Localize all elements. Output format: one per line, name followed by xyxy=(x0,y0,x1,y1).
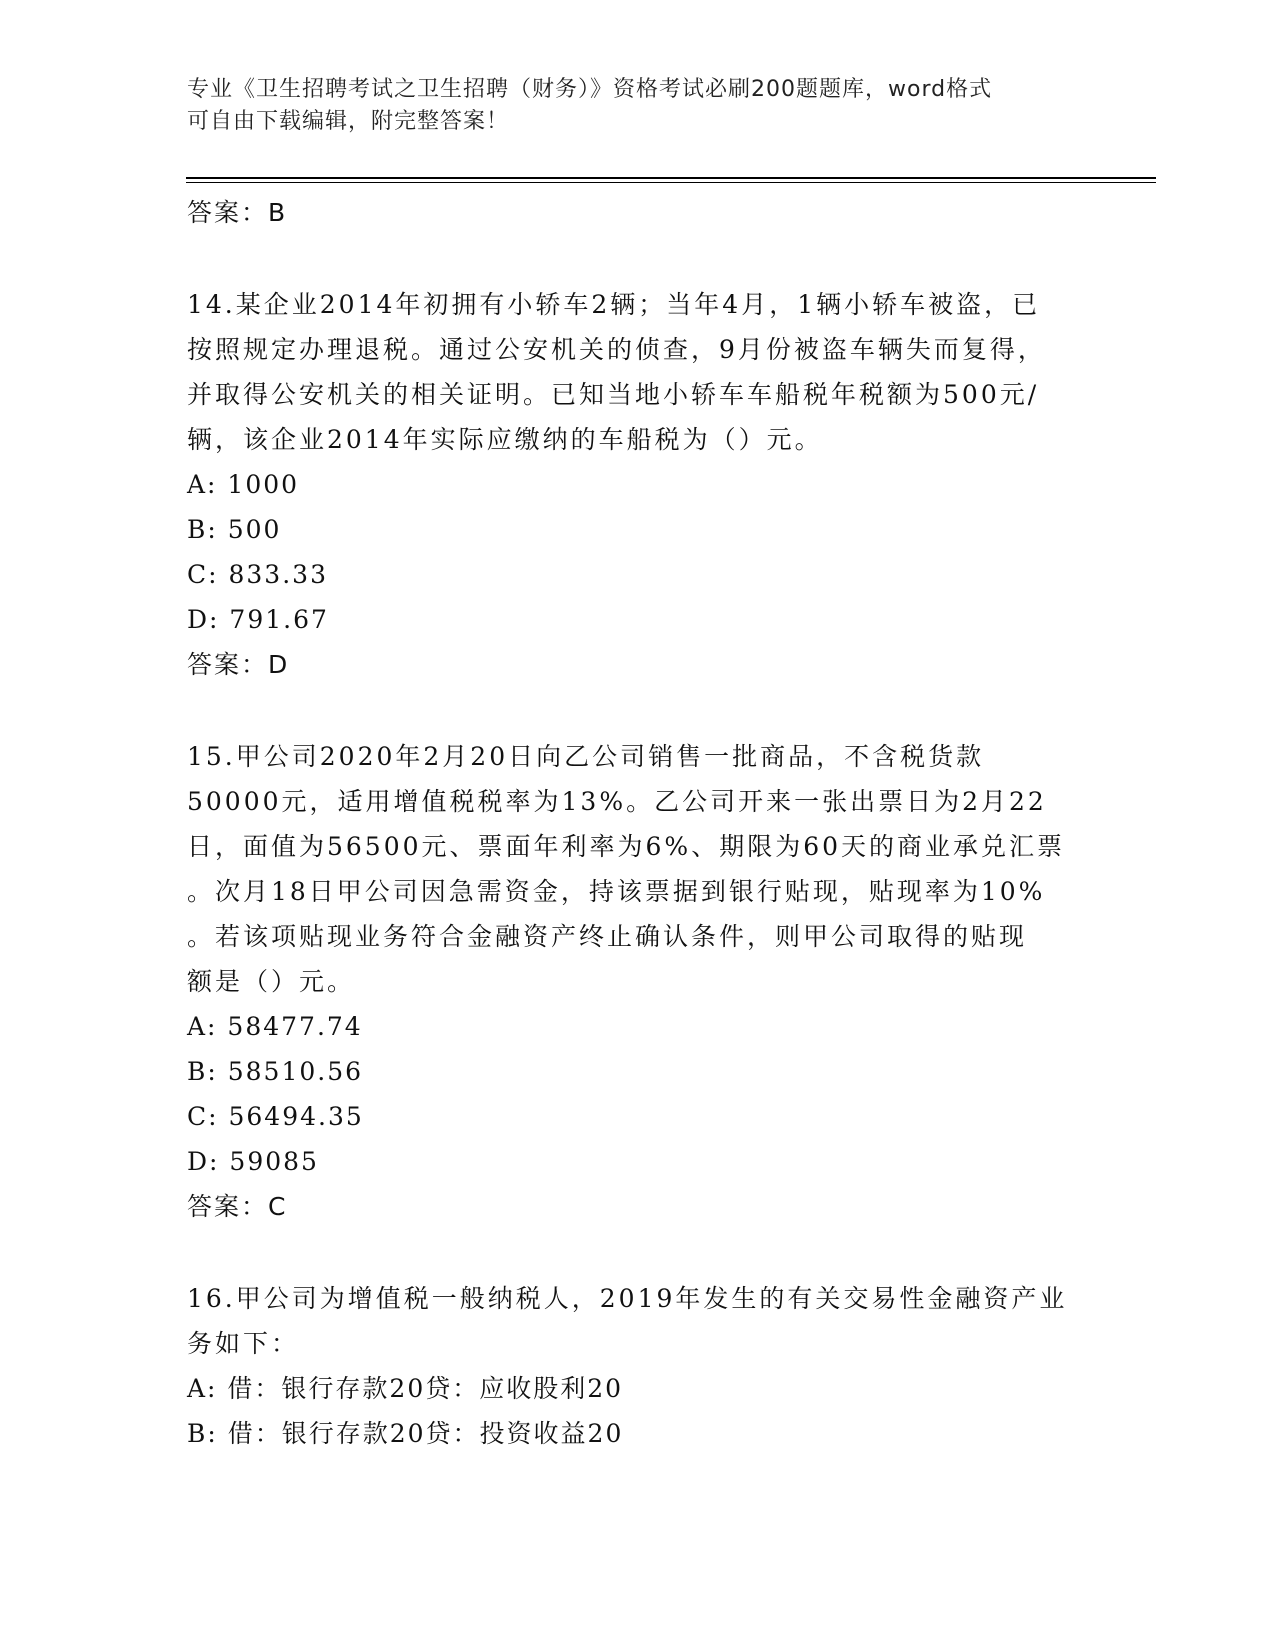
question-block-15 xyxy=(187,734,1087,1230)
question-16-line-2: 务如下： xyxy=(187,1329,300,1358)
answer-line-15: 答案：C xyxy=(187,1192,288,1221)
spacer xyxy=(187,236,1087,282)
question-16-line-1: 16.甲公司为增值税一般纳税人，2019年发生的有关交易性金融资产业 xyxy=(187,1284,1068,1313)
question-14-option-d: D: 791.67 xyxy=(187,605,329,634)
question-15-line-2: 50000元，适用增值税税率为13%。乙公司开来一张出票日为2月22 xyxy=(187,787,1047,816)
question-15-line-6: 额是（）元。 xyxy=(187,967,356,996)
question-15-line-1: 15.甲公司2020年2月20日向乙公司销售一批商品，不含税货款 xyxy=(187,742,985,771)
question-14-line-1: 14.某企业2014年初拥有小轿车2辆；当年4月，1辆小轿车被盗，已 xyxy=(187,290,1041,319)
spacer xyxy=(187,688,1087,734)
question-15-option-a: A: 58477.74 xyxy=(187,1012,363,1041)
header-title-line-2: 可自由下载编辑，附完整答案！ xyxy=(187,109,510,134)
answer-line-14: 答案：D xyxy=(187,650,290,679)
question-16-option-b: B: 借：银行存款20贷：投资收益20 xyxy=(187,1419,624,1448)
question-15-line-5: 。若该项贴现业务符合金融资产终止确认条件，则甲公司取得的贴现 xyxy=(187,922,1028,951)
question-block-16 xyxy=(187,1276,1087,1456)
question-14-line-2: 按照规定办理退税。通过公安机关的侦查，9月份被盗车辆失而复得， xyxy=(187,335,1046,364)
question-14-option-a: A: 1000 xyxy=(187,470,300,499)
question-14-line-3: 并取得公安机关的相关证明。已知当地小轿车车船税年税额为500元/ xyxy=(187,380,1040,409)
document-header xyxy=(187,74,1087,138)
header-divider-thin xyxy=(186,182,1156,183)
question-15-option-b: B: 58510.56 xyxy=(187,1057,364,1086)
question-15-option-d: D: 59085 xyxy=(187,1147,319,1176)
header-title-line-1: 专业《卫生招聘考试之卫生招聘（财务）》资格考试必刷200题题库，word格式 xyxy=(187,77,993,102)
question-14-option-c: C: 833.33 xyxy=(187,560,328,589)
spacer xyxy=(187,1230,1087,1276)
header-divider-thick xyxy=(186,177,1156,179)
question-14-option-b: B: 500 xyxy=(187,515,282,544)
question-list xyxy=(187,190,1087,1456)
question-14-line-4: 辆，该企业2014年实际应缴纳的车船税为（）元。 xyxy=(187,425,823,454)
question-block-14 xyxy=(187,282,1087,688)
question-15-line-3: 日，面值为56500元、票面年利率为6%、期限为60天的商业承兑汇票 xyxy=(187,832,1066,861)
question-15-line-4: 。次月18日甲公司因急需资金，持该票据到银行贴现，贴现率为10% xyxy=(187,877,1046,906)
answer-line-13: 答案：B xyxy=(187,198,288,227)
question-15-option-c: C: 56494.35 xyxy=(187,1102,364,1131)
question-16-option-a: A: 借：银行存款20贷：应收股利20 xyxy=(187,1374,624,1403)
